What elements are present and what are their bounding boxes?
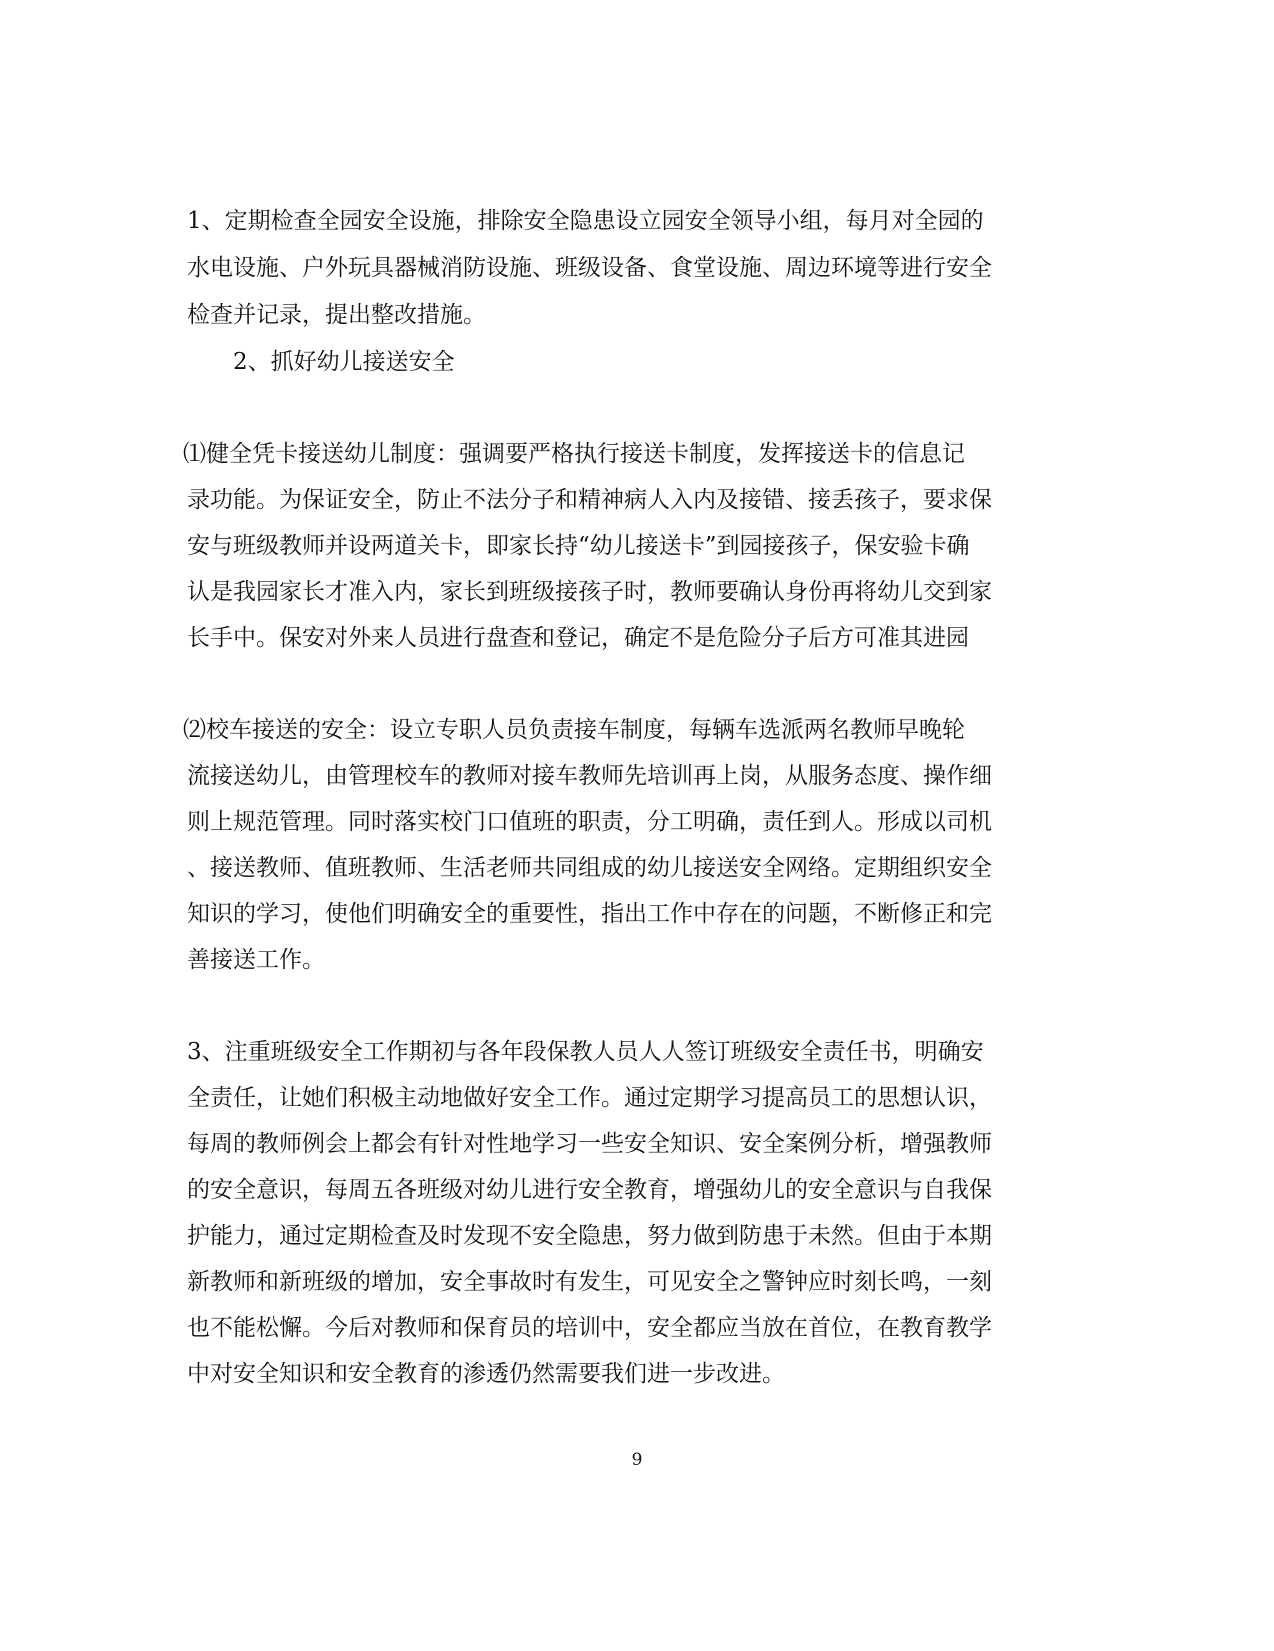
text-line: 善接送工作。 <box>187 947 325 973</box>
text-line: 安与班级教师并设两道关卡，即家长持“幼儿接送卡”到园接孩子，保安验卡确 <box>187 533 970 559</box>
text-line: 1、定期检查全园安全设施，排除安全隐患设立园安全领导小组，每月对全园的 <box>187 208 984 234</box>
text-line: 、接送教师、值班教师、生活老师共同组成的幼儿接送安全网络。定期组织安全 <box>187 855 992 881</box>
text-line: ⑴健全凭卡接送幼儿制度：强调要严格执行接送卡制度，发挥接送卡的信息记 <box>183 441 965 467</box>
section-2-heading: 2、抓好幼儿接送安全 <box>233 349 455 375</box>
page-number: 9 <box>631 1450 643 1470</box>
text-line: 长手中。保安对外来人员进行盘查和登记，确定不是危险分子后方可准其进园 <box>187 625 969 651</box>
text-line: 中对安全知识和安全教育的渗透仍然需要我们进一步改进。 <box>187 1361 785 1387</box>
text-line: 录功能。为保证安全，防止不法分子和精神病人入内及接错、接丢孩子，要求保 <box>187 487 992 513</box>
text-line: 知识的学习，使他们明确安全的重要性，指出工作中存在的问题，不断修正和完 <box>187 901 992 927</box>
text-line: 护能力，通过定期检查及时发现不安全隐患，努力做到防患于未然。但由于本期 <box>187 1223 992 1249</box>
text-line: 检查并记录，提出整改措施。 <box>187 302 486 328</box>
text-line: 认是我园家长才准入内，家长到班级接孩子时，教师要确认身份再将幼儿交到家 <box>187 579 992 605</box>
text-line: ⑵校车接送的安全：设立专职人员负责接车制度，每辆车选派两名教师早晚轮 <box>183 717 965 743</box>
text-line: 则上规范管理。同时落实校门口值班的职责，分工明确，责任到人。形成以司机 <box>187 809 992 835</box>
text-line: 水电设施、户外玩具器械消防设施、班级设备、食堂设施、周边环境等进行安全 <box>187 255 992 281</box>
text-line: 3、注重班级安全工作期初与各年段保教人员人人签订班级安全责任书，明确安 <box>187 1039 984 1065</box>
text-line: 的安全意识，每周五各班级对幼儿进行安全教育，增强幼儿的安全意识与自我保 <box>187 1177 992 1203</box>
text-line: 全责任，让她们积极主动地做好安全工作。通过定期学习提高员工的思想认识， <box>187 1085 992 1111</box>
text-line: 流接送幼儿，由管理校车的教师对接车教师先培训再上岗，从服务态度、操作细 <box>187 763 992 789</box>
text-line: 每周的教师例会上都会有针对性地学习一些安全知识、安全案例分析，增强教师 <box>187 1131 992 1157</box>
text-line: 新教师和新班级的增加，安全事故时有发生，可见安全之警钟应时刻长鸣，一刻 <box>187 1269 992 1295</box>
text-line: 也不能松懈。今后对教师和保育员的培训中，安全都应当放在首位，在教育教学 <box>187 1315 992 1341</box>
